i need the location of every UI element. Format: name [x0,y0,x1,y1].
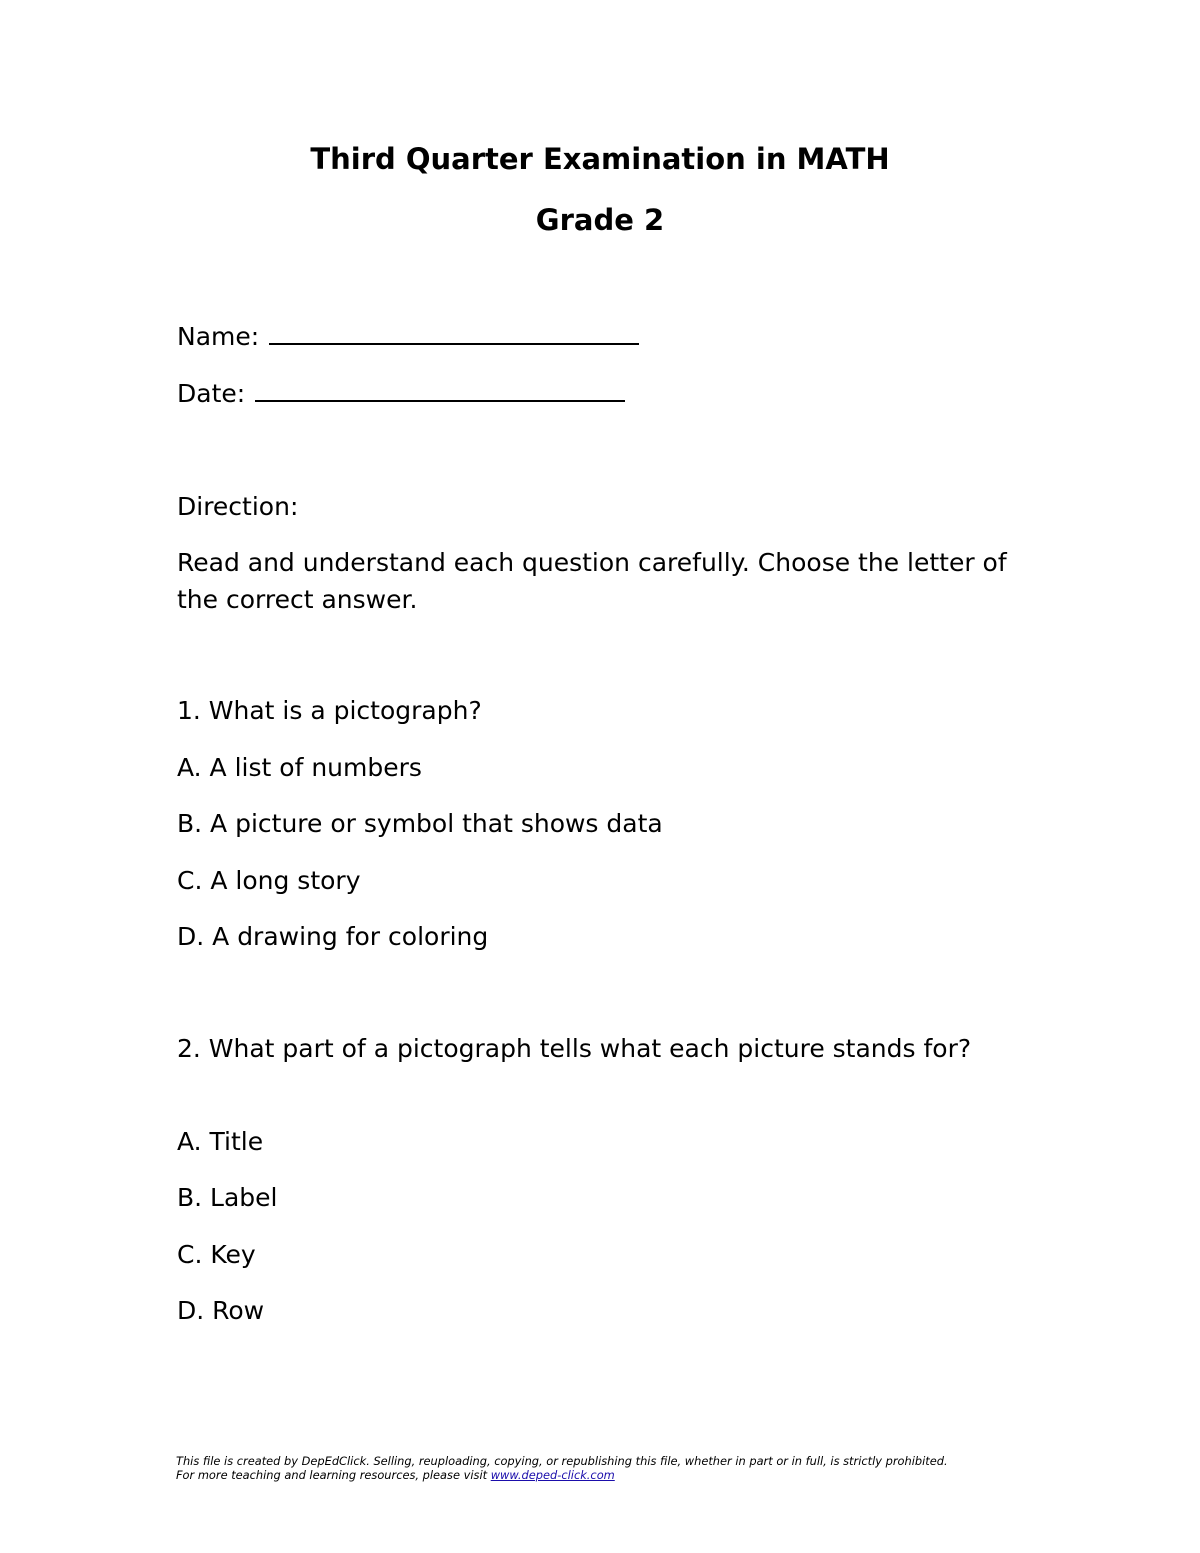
date-field [177,375,625,412]
question-text: 1. What is a pictograph? [177,696,482,725]
footer-notice: This file is created by DepEdClick. Selling, reuploading, copying, or republishing this file, whether in part or in full, is strictly prohibited. [176,1454,948,1468]
question-text: 2. What part of a pictograph tells what each picture stands for? [177,1034,972,1063]
choice-c: C. A long story [177,866,361,895]
choice-d: D. Row [177,1296,265,1325]
choice-d: D. A drawing for coloring [177,922,489,951]
choice-a: A. A list of numbers [177,753,422,782]
choice-b: B. A picture or symbol that shows data [177,809,663,838]
name-label: Name: [177,322,260,351]
exam-title: Third Quarter Examination in MATH [310,142,890,176]
footer-resources-text: For more teaching and learning resources, please visit [176,1468,491,1482]
direction-label: Direction: [177,492,299,521]
choice-a: A. Title [177,1127,264,1156]
name-field [177,318,639,355]
name-blank-line [269,321,639,345]
footer-resources [176,1468,1036,1483]
choice-b: B. Label [177,1183,278,1212]
direction-text: Read and understand each question carefully. Choose the letter of the correct answer. [177,548,1007,614]
date-label: Date: [177,379,246,408]
date-blank-line [255,378,625,402]
footer-link[interactable]: www.deped-click.com [490,1468,615,1482]
grade-level: Grade 2 [535,203,665,237]
choice-c: C. Key [177,1240,256,1269]
